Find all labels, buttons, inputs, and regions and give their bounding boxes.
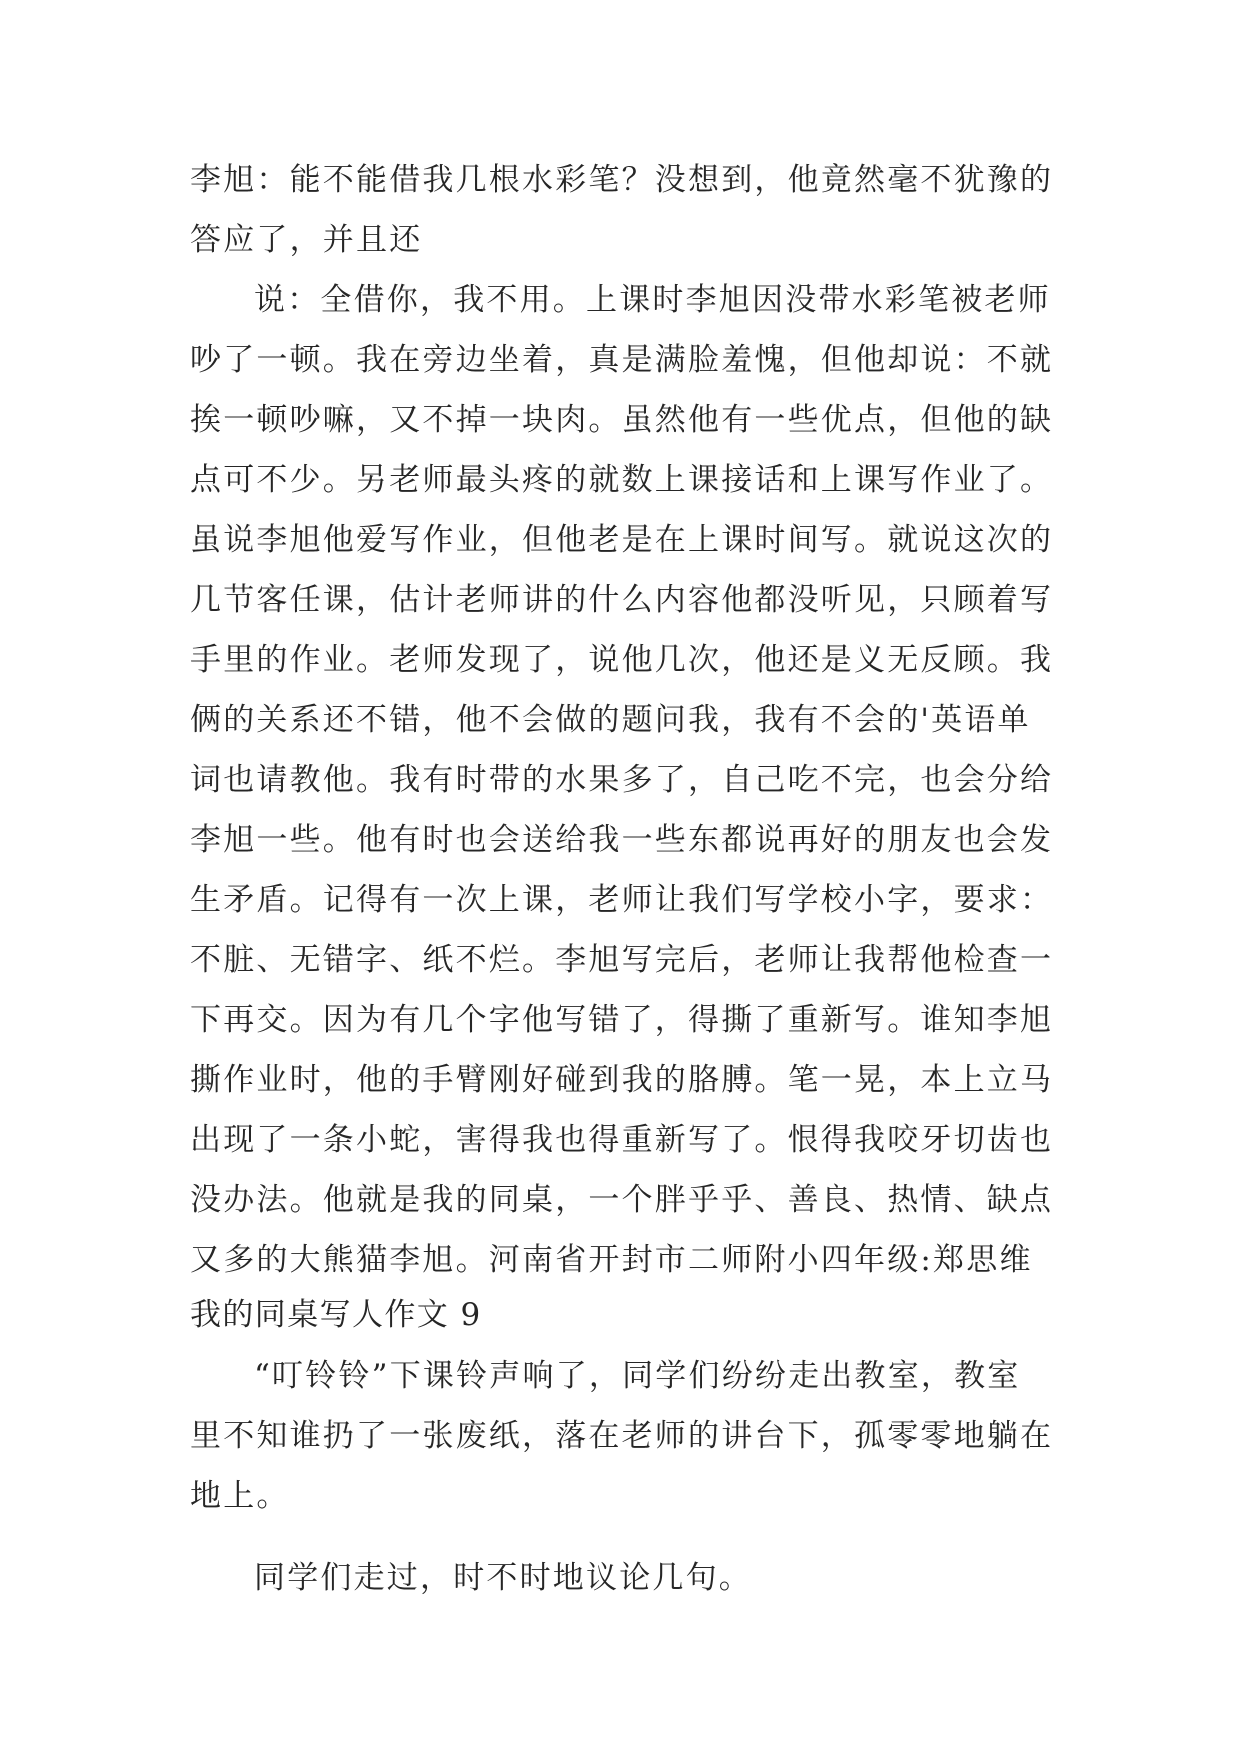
text-line: 李旭：能不能借我几根水彩笔？没想到，他竟然毫不犹豫的 <box>190 162 1054 198</box>
text-line: 同学们走过，时不时地议论几句。 <box>254 1560 752 1596</box>
document-body <box>190 150 1070 1608</box>
text-line: 生矛盾。记得有一次上课，老师让我们写学校小字，要求： <box>190 882 1054 918</box>
essay-title: 我的同桌写人作文 9 <box>190 1297 482 1333</box>
text-line: 撕作业时，他的手臂刚好碰到我的胳膊。笔一晃，本上立马 <box>190 1062 1054 1098</box>
text-line: 点可不少。另老师最头疼的就数上课接话和上课写作业了。 <box>190 462 1054 498</box>
text-line: 李旭一些。他有时也会送给我一些东都说再好的朋友也会发 <box>190 822 1054 858</box>
text-line: 吵了一顿。我在旁边坐着，真是满脸羞愧，但他却说：不就 <box>190 342 1054 378</box>
text-line: 不脏、无错字、纸不烂。李旭写完后，老师让我帮他检查一 <box>190 942 1054 978</box>
text-line: 说：全借你，我不用。上课时李旭因没带水彩笔被老师 <box>254 282 1051 318</box>
text-line: 答应了，并且还 <box>190 222 423 258</box>
text-line: 里不知谁扔了一张废纸，落在老师的讲台下，孤零零地躺在 <box>190 1418 1054 1454</box>
text-line: 地上。 <box>190 1478 290 1514</box>
text-line: 几节客任课，估计老师讲的什么内容他都没听见，只顾着写 <box>190 582 1054 618</box>
text-line: 俩的关系还不错，他不会做的题问我，我有不会的'英语单 <box>190 702 1031 738</box>
text-line: 没办法。他就是我的同桌，一个胖乎乎、善良、热情、缺点 <box>190 1182 1054 1218</box>
text-line: 又多的大熊猫李旭。河南省开封市二师附小四年级:郑思维 <box>190 1242 1033 1278</box>
text-line: 词也请教他。我有时带的水果多了，自己吃不完，也会分给 <box>190 762 1054 798</box>
text-line: 出现了一条小蛇，害得我也得重新写了。恨得我咬牙切齿也 <box>190 1122 1054 1158</box>
text-line: “叮铃铃”下课铃声响了，同学们纷纷走出教室，教室 <box>254 1358 1021 1394</box>
text-line: 挨一顿吵嘛，又不掉一块肉。虽然他有一些优点，但他的缺 <box>190 402 1054 438</box>
text-line: 虽说李旭他爱写作业，但他老是在上课时间写。就说这次的 <box>190 522 1054 558</box>
text-line: 下再交。因为有几个字他写错了，得撕了重新写。谁知李旭 <box>190 1002 1054 1038</box>
text-line: 手里的作业。老师发现了，说他几次，他还是义无反顾。我 <box>190 642 1054 678</box>
